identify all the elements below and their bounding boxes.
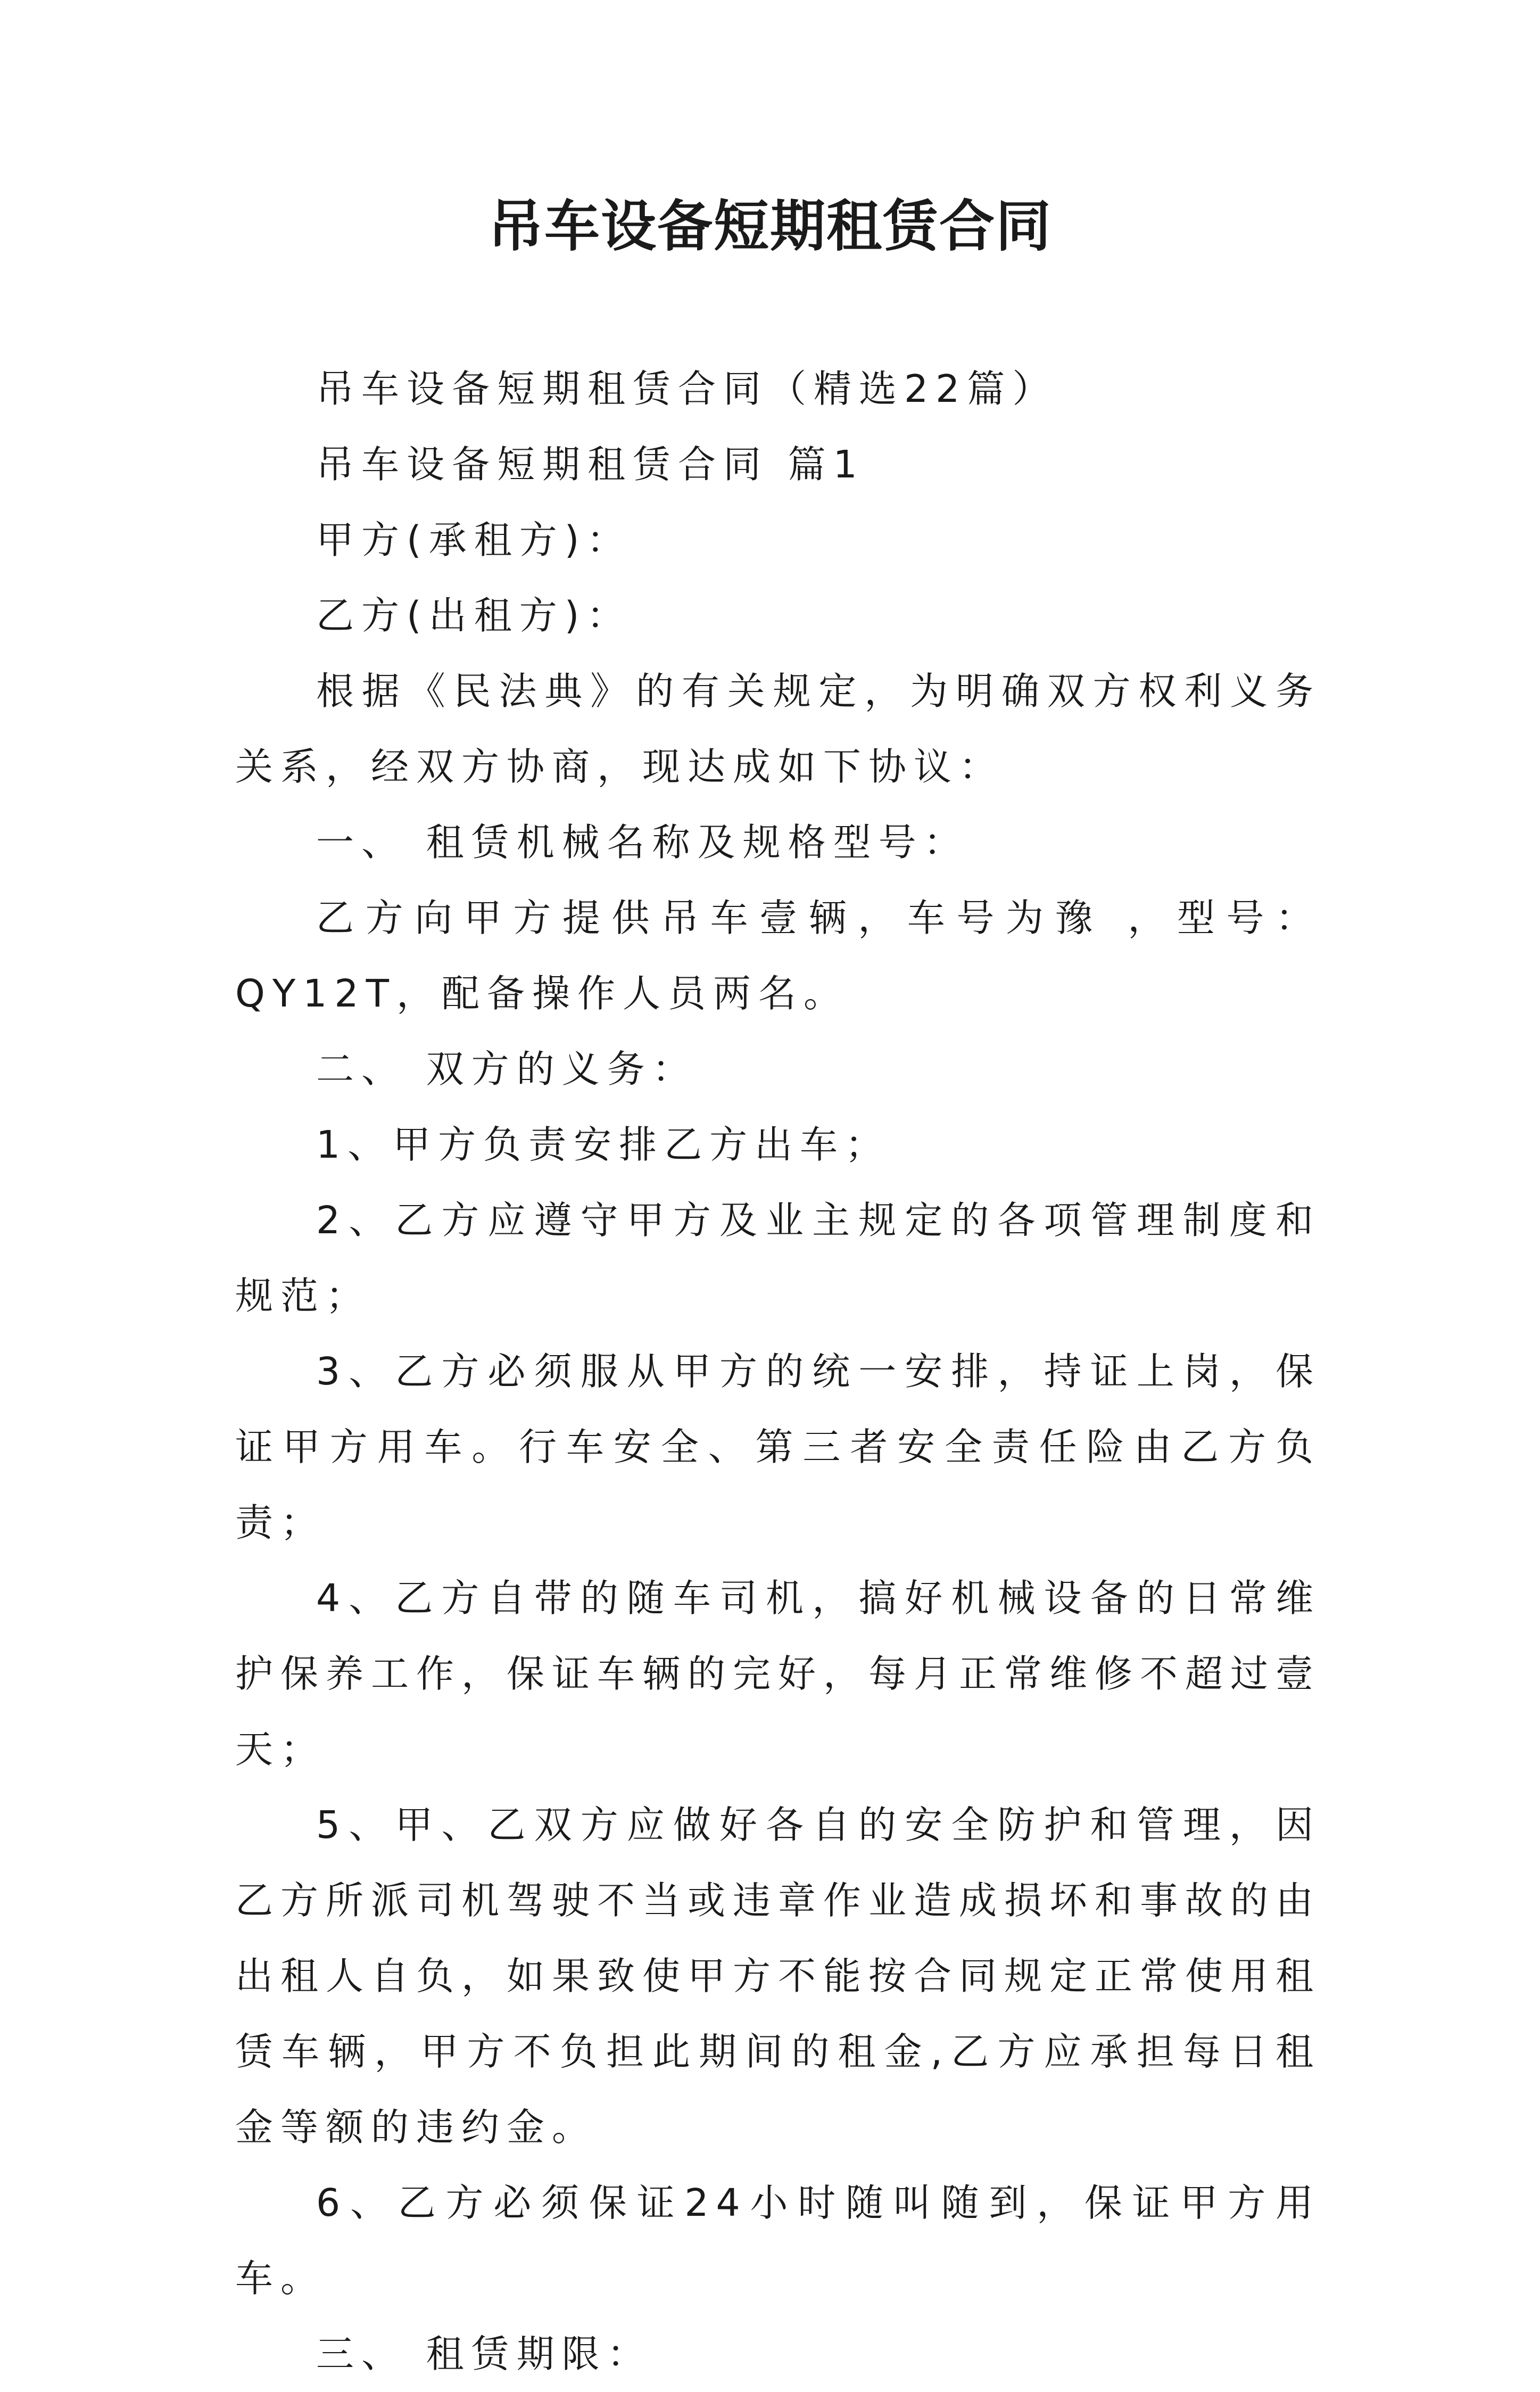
paragraph-duty-3: 3、乙方必须服从甲方的统一安排，持证上岗，保证甲方用车。行车安全、第三者安全责任险由乙方负责； [235,1349,1321,1545]
paragraph-duty-1: 1、甲方负责安排乙方出车； [316,1123,891,1167]
paragraph-subtitle: 吊车设备短期租赁合同（精选22篇） [316,367,1058,411]
document-title: 吊车设备短期租赁合同 [487,193,1052,259]
paragraph-duty-4: 4、乙方自带的随车司机，搞好机械设备的日常维护保养工作，保证车辆的完好，每月正常维修不超过壹天； [235,1576,1321,1771]
paragraph-clause-3-heading: 三、 租赁期限： [316,2332,652,2376]
paragraph-clause-2-heading: 二、 双方的义务： [316,1047,698,1091]
paragraph-party-b: 乙方(出租方)： [316,593,632,638]
paragraph-duty-5: 5、甲、乙双方应做好各自的安全防护和管理，因乙方所派司机驾驶不当或违章作业造成损坏和事故的由出租人自负，如果致使甲方不能按合同规定正常使用租赁车辆，甲方不负担此期间的租金,乙方应承担每日租金等额的违约金。 [235,1803,1321,2149]
paragraph-clause-1-body: 乙方向甲方提供吊车壹辆，车号为豫 ，型号：QY12T，配备操作人员两名。 [235,896,1321,1016]
paragraph-duty-2: 2、乙方应遵守甲方及业主规定的各项管理制度和规范； [235,1198,1321,1318]
paragraph-preamble: 根据《民法典》的有关规定，为明确双方权利义务关系，经双方协商，现达成如下协议： [235,669,1321,789]
paragraph-clause-1-heading: 一、 租赁机械名称及规格型号： [316,820,969,864]
paragraph-party-a: 甲方(承租方)： [316,518,632,562]
document-body [235,351,1321,2392]
paragraph-duty-6: 6、乙方必须保证24小时随叫随到，保证甲方用车。 [235,2181,1321,2300]
paragraph-section-heading: 吊车设备短期租赁合同 篇1 [316,442,865,486]
